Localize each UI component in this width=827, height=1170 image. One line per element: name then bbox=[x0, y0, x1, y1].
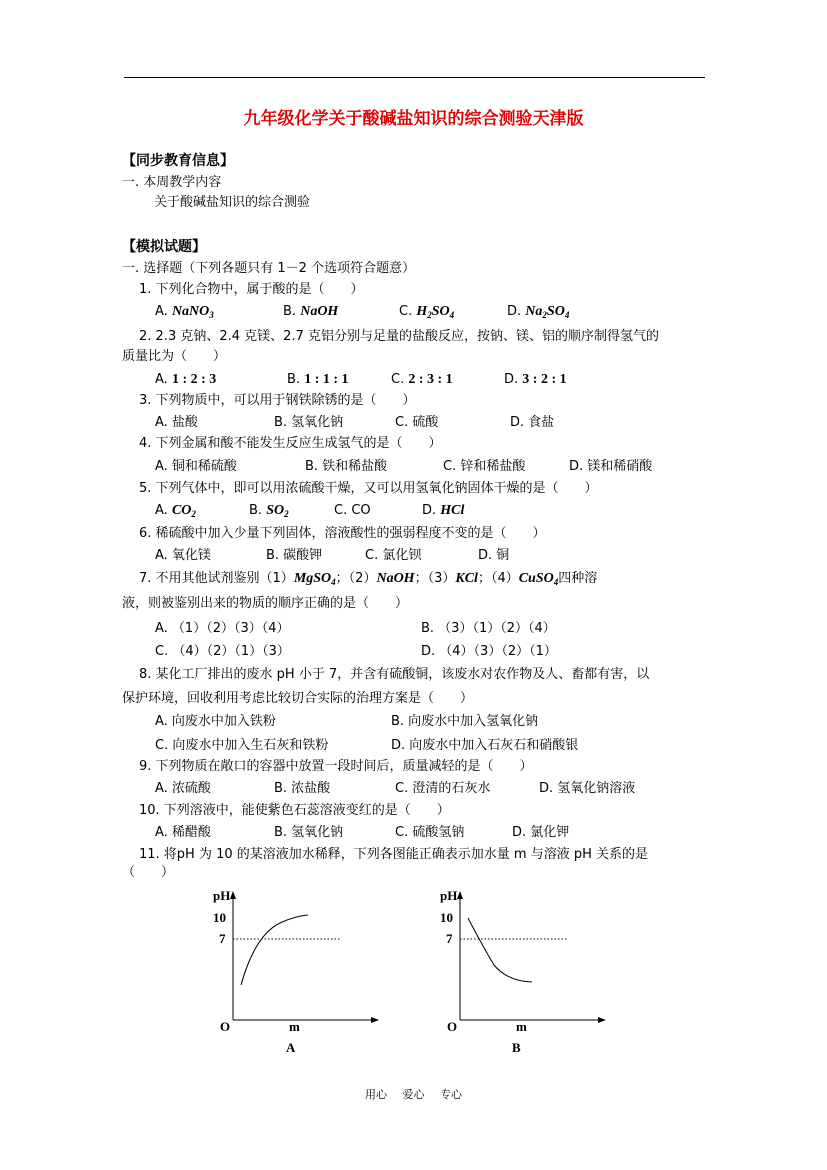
graph-a-curve bbox=[241, 915, 308, 985]
question-2-option-a: A. 1 : 2 : 3 bbox=[155, 372, 217, 387]
question-4-option-d: D. 镁和稀硝酸 bbox=[569, 459, 653, 474]
graph-b-y-arrow bbox=[457, 891, 463, 899]
question-2-option-b: B. 1 : 1 : 1 bbox=[287, 372, 349, 387]
graph-b-ylabel: pH bbox=[440, 888, 458, 903]
graph-a-origin: O bbox=[220, 1019, 231, 1034]
graph-a-y-arrow bbox=[230, 891, 236, 899]
footer-word-2: 爱心 bbox=[402, 1088, 425, 1101]
question-9-stem: 9. 下列物质在敞口的容器中放置一段时间后，质量减轻的是（ ） bbox=[139, 759, 533, 774]
graph-b-x-arrow bbox=[598, 1017, 606, 1023]
question-intro: 一. 选择题（下列各题只有 1－2 个选项符合题意） bbox=[122, 261, 416, 276]
question-6-option-c: C. 氯化钡 bbox=[365, 548, 422, 563]
question-7-stem-line1: 7. 不用其他试剂鉴别（1）MgSO$_4$；（2）NaOH；（3）KCl；（4）CuSO$_4$四种溶 bbox=[139, 571, 598, 587]
question-10-option-d: D. 氯化钾 bbox=[512, 825, 570, 840]
question-10-option-c: C. 硫酸氢钠 bbox=[395, 825, 465, 840]
question-8-option-c: C. 向废水中加入生石灰和铁粉 bbox=[155, 738, 329, 753]
section-content: 关于酸碱盐知识的综合测验 bbox=[154, 195, 311, 210]
question-9-option-d: D. 氢氧化钠溶液 bbox=[539, 781, 636, 796]
question-9-option-b: B. 浓盐酸 bbox=[274, 781, 331, 796]
question-6-option-b: B. 碳酸钾 bbox=[266, 548, 323, 563]
question-9-option-a: A. 浓硫酸 bbox=[155, 781, 211, 796]
question-4-option-c: C. 锌和稀盐酸 bbox=[443, 459, 526, 474]
question-8-option-b: B. 向废水中加入氢氧化钠 bbox=[391, 714, 539, 729]
question-3-option-a: A. 盐酸 bbox=[155, 415, 198, 430]
question-1-option-c: C. $H_2SO_4$ bbox=[399, 304, 455, 320]
graph-a-x-arrow bbox=[371, 1017, 379, 1023]
question-8-stem-line1: 8. 某化工厂排出的废水 pH 小于 7，并含有硫酸铜，该废水对农作物及人、畜都有害，以 bbox=[139, 667, 650, 682]
graph-a-tick-7: 7 bbox=[219, 931, 226, 946]
question-7-option-c: C. （4）（2）（1）（3） bbox=[155, 644, 290, 659]
question-8-option-a: A. 向废水中加入铁粉 bbox=[155, 714, 276, 729]
section-item: 一. 本周教学内容 bbox=[122, 175, 222, 190]
section-heading-sync: 【同步教育信息】 bbox=[122, 153, 234, 169]
question-4-option-b: B. 铁和稀盐酸 bbox=[305, 459, 388, 474]
question-5-option-c: C. CO bbox=[334, 503, 371, 518]
question-1-option-b: B. NaOH bbox=[283, 304, 339, 319]
question-8-option-d: D. 向废水中加入石灰石和硝酸银 bbox=[391, 738, 579, 753]
question-2-option-d: D. 3 : 2 : 1 bbox=[504, 372, 567, 387]
question-3-option-c: C. 硫酸 bbox=[395, 415, 439, 430]
graph-a-label: A bbox=[286, 1040, 296, 1055]
question-7-option-b: B. （3）（1）（2）（4） bbox=[421, 621, 556, 636]
question-2-stem-line1: 2. 2.3 克钠、2.4 克镁、2.7 克铝分别与足量的盐酸反应，按钠、镁、铝的顺序制得氢气的 bbox=[139, 329, 659, 344]
footer-word-3: 专心 bbox=[440, 1088, 462, 1101]
question-5-option-a: A. $CO_2$ bbox=[155, 503, 196, 519]
question-11-stem-line1: 11. 将pH 为 10 的某溶液加水稀释，下列各图能正确表示加水量 m 与溶液 pH 关系的是 bbox=[139, 847, 648, 862]
question-7-option-d: D. （4）（3）（2）（1） bbox=[421, 644, 557, 659]
graph-a bbox=[205, 885, 385, 1060]
question-3-stem: 3. 下列物质中，可以用于钢铁除锈的是（ ） bbox=[139, 393, 416, 408]
question-6-option-a: A. 氧化镁 bbox=[155, 548, 211, 563]
graph-a-tick-10: 10 bbox=[213, 910, 226, 925]
graph-a-ylabel: pH bbox=[213, 888, 231, 903]
graph-b-origin: O bbox=[447, 1019, 458, 1034]
footer-word-1: 用心 bbox=[365, 1088, 387, 1101]
graph-b-tick-7: 7 bbox=[446, 931, 453, 946]
question-1-option-a: A. NaNO$_3$ bbox=[155, 304, 214, 320]
question-5-option-b: B. $SO_2$ bbox=[249, 503, 289, 519]
question-9-option-c: C. 澄清的石灰水 bbox=[395, 781, 491, 796]
graph-a-xlabel: m bbox=[289, 1019, 300, 1034]
question-2-stem-line2: 质量比为（ ） bbox=[122, 349, 227, 364]
question-6-stem: 6. 稀硫酸中加入少量下列固体，溶液酸性的强弱程度不变的是（ ） bbox=[139, 526, 546, 541]
graph-b-xlabel: m bbox=[516, 1019, 527, 1034]
header-rule bbox=[124, 77, 705, 78]
graph-b bbox=[432, 885, 612, 1060]
question-2-option-c: C. 2 : 3 : 1 bbox=[391, 372, 453, 387]
question-1-stem: 1. 下列化合物中，属于酸的是（ ） bbox=[139, 282, 364, 297]
question-10-stem: 10. 下列溶液中，能使紫色石蕊溶液变红的是（ ） bbox=[139, 803, 450, 818]
question-7-option-a: A. （1）（2）（3）（4） bbox=[155, 621, 290, 636]
question-6-option-d: D. 铜 bbox=[478, 548, 510, 563]
question-1-option-d: D. $Na_2SO_4$ bbox=[507, 304, 570, 320]
section-heading-test: 【模拟试题】 bbox=[122, 239, 206, 255]
question-4-option-a: A. 铜和稀硫酸 bbox=[155, 459, 237, 474]
question-10-option-a: A. 稀醋酸 bbox=[155, 825, 211, 840]
question-11-stem-line2: （ ） bbox=[122, 865, 175, 880]
question-10-option-b: B. 氢氧化钠 bbox=[274, 825, 344, 840]
question-3-option-b: B. 氢氧化钠 bbox=[274, 415, 344, 430]
page-title: 九年级化学关于酸碱盐知识的综合测验天津版 bbox=[243, 109, 584, 129]
page-footer bbox=[0, 1086, 827, 1102]
graph-b-label: B bbox=[512, 1040, 521, 1055]
question-8-stem-line2: 保护环境，回收利用考虑比较切合实际的治理方案是（ ） bbox=[122, 691, 474, 706]
question-5-option-d: D. HCl bbox=[422, 503, 465, 518]
question-7-stem-line2: 液，则被鉴别出来的物质的顺序正确的是（ ） bbox=[122, 596, 409, 611]
question-4-stem: 4. 下列金属和酸不能发生反应生成氢气的是（ ） bbox=[139, 436, 442, 451]
question-3-option-d: D. 食盐 bbox=[510, 415, 555, 430]
graph-b-curve bbox=[468, 918, 532, 982]
question-5-stem: 5. 下列气体中，即可以用浓硫酸干燥，又可以用氢氧化钠固体干燥的是（ ） bbox=[139, 481, 598, 496]
graph-b-tick-10: 10 bbox=[440, 910, 453, 925]
